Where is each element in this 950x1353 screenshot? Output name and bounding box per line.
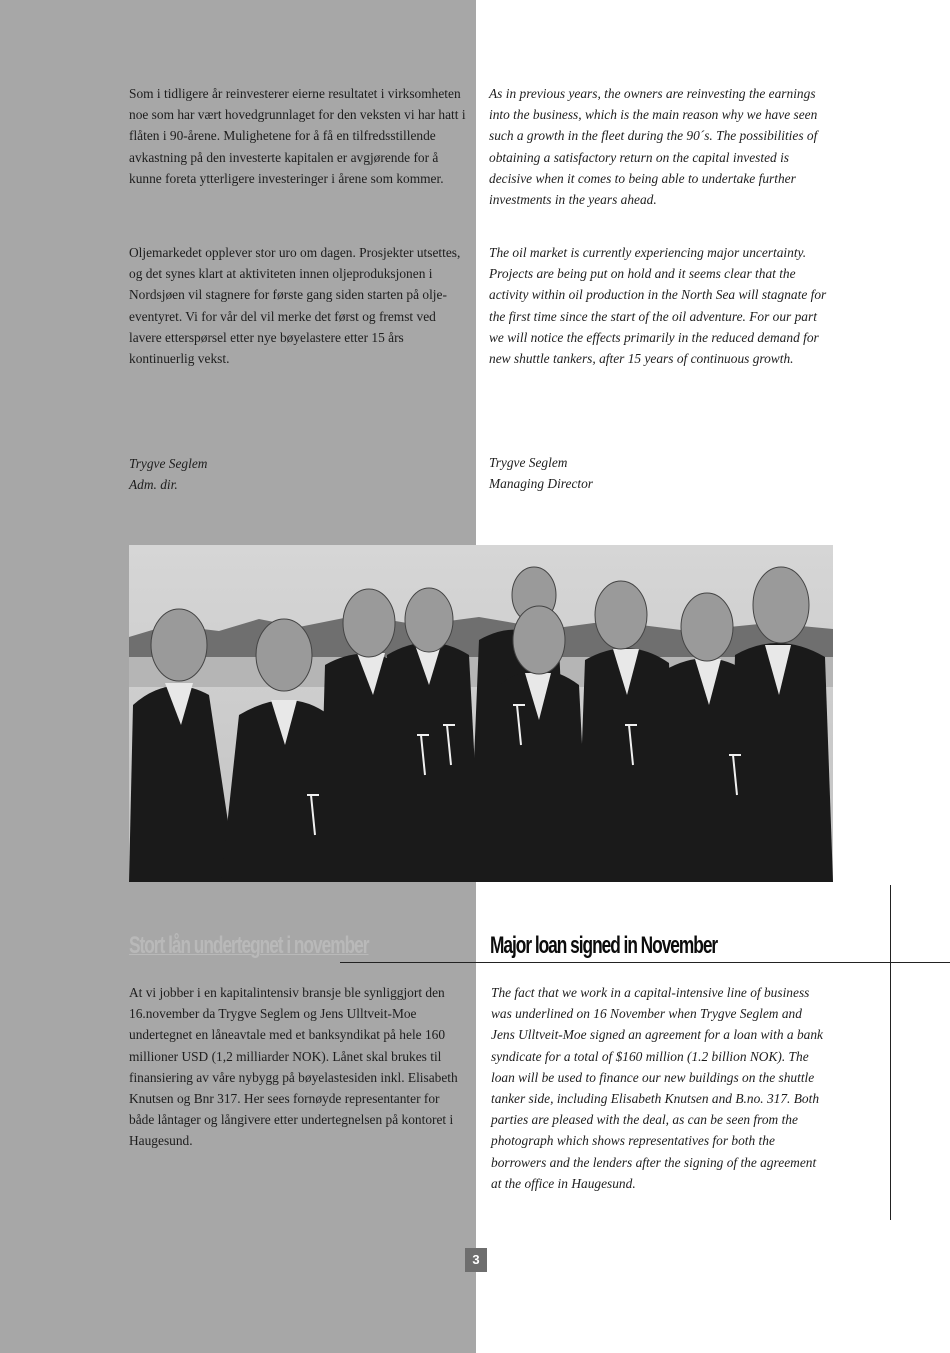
- english-intro-paragraph-1: As in previous years, the owners are reinvesting the earnings into the business, which is the main reason why we have seen such a growth in the fleet during the 90´s. The possibilities of obtaining a satisfactory return on the capital invested is decisive when it comes to being able to undertake further investments in the years ahead.: [489, 86, 818, 208]
- page-number-badge: 3: [465, 1248, 487, 1272]
- english-loan-body: The fact that we work in a capital-intensive line of business was underlined on 16 November when Trygve Seglem and Jens Ulltveit-Moe signed an agreement for a loan with a bank syndicate for a total of $160 million (1.2 billion NOK). The loan will be used to finance our new buildings on the shuttle tanker side, including Elisabeth Knutsen and B.no. 317. Both parties are pleased with the deal, as can be seen from the photograph which shows representatives for both the borrowers and the lenders after the signing of the agreement at the office in Haugesund.: [491, 985, 823, 1191]
- heading-rule-horizontal: [340, 962, 950, 963]
- english-intro-paragraph-2: The oil market is currently experiencing major uncertainty. Projects are being put on hold and it seems clear that the activity within oil production in the North Sea will stagnate for the first time since the start of the oil adventure. For our part we will notice the effects primarily in the reduced demand for new shuttle tankers, after 15 years of continuous growth.: [489, 245, 827, 367]
- english-signature-title: Managing Director: [489, 476, 594, 491]
- norwegian-intro-paragraph-1: Som i tidligere år reinvesterer eierne resultatet i virksomheten noe som har vært hovedgrunnlaget for den veksten vi har hatt i flåten i 90-årene. Mulighetene for å få en tilfredsstillende avkastning på den investerte kapitalen er avgjørende for å kunne foreta ytterligere investeringer i årene som kommer.: [129, 86, 466, 186]
- group-photograph-illustration: [129, 545, 833, 882]
- norwegian-intro-paragraph-2: Oljemarkedet opplever stor uro om dagen. Prosjekter utsettes, og det synes klart at aktiviteten innen oljeproduksjonen i Nordsjøen vil stagnere for første gang siden starten på olje-eventyret. Vi for vår del vil merke det først og fremst ved lavere etterspørsel etter nye bøyelastere etter 15 års kontinuerlig vekst.: [129, 245, 461, 367]
- group-photograph: [129, 545, 833, 882]
- heading-rule-vertical: [890, 885, 891, 1220]
- norwegian-loan-body: At vi jobber i en kapitalintensiv bransje ble synliggjort den 16.november da Trygve Seglem og Jens Ulltveit-Moe undertegnet en låneavtale med et banksyndikat på hele 160 millioner USD (1,2 milliarder NOK). Lånet skal brukes til finansiering av våre nybygg på bøyelastesiden inkl. Elisabeth Knutsen og Bnr 317. Her sees fornøyde representanter for både låntager og långivere etter undertegnelsen på kontoret i Haugesund.: [129, 985, 458, 1149]
- norwegian-signature-name: Trygve Seglem: [129, 456, 208, 471]
- english-loan-heading: Major loan signed in November: [490, 932, 718, 959]
- norwegian-loan-heading: Stort lån undertegnet i november: [129, 932, 369, 959]
- english-signature-name: Trygve Seglem: [489, 455, 568, 470]
- norwegian-signature-title: Adm. dir.: [129, 477, 178, 492]
